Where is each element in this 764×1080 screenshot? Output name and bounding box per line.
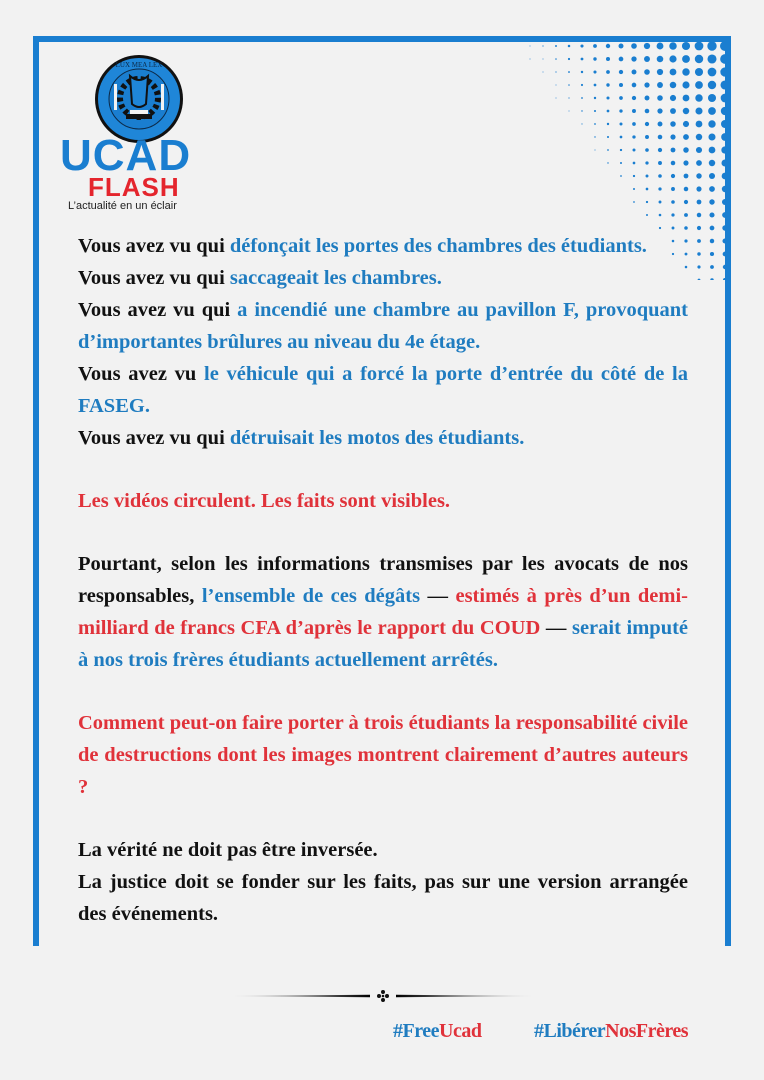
closing-line: La justice doit se fonder sur les faits, pas sur une version arrangée des événements. [78,871,688,925]
ornamental-divider [228,990,538,1002]
paragraph-question: Comment peut-on faire porter à trois étudiants la responsabilité civile de destructions dont les images montrent clairement d’autres auteurs ? [78,712,688,798]
paragraph-videos: Les vidéos circulent. Les faits sont visibles. [78,490,451,512]
witness-line: Vous avez vu qui défonçait les portes des chambres des étudiants. [78,235,647,257]
witness-line: Vous avez vu le véhicule qui a forcé la porte d’entrée du côté de la FASEG. [78,363,689,417]
brand-tagline: L’actualité en un éclair [68,200,177,212]
paragraph-damages: Pourtant, selon les informations transmises par les avocats de nos responsables, l’ensemble de ces dégâts — estimés à près d’un demi-milliard de francs CFA d’après le rapport du COUD — serait imputé à nos trois frères étudiants actuellement arrêtés. [78,553,689,671]
hashtag-liberer-nos-freres[interactable]: #LibérerNosFrères [534,1020,689,1042]
hashtag-free-ucad[interactable]: #FreeUcad [393,1020,482,1042]
frame-border-left [33,36,39,946]
paragraph-witness-list [78,230,688,454]
witness-line: Vous avez vu qui saccageait les chambres. [78,267,442,289]
closing-line: La vérité ne doit pas être inversée. [78,839,378,861]
brand-flash: FLASH [88,172,180,202]
witness-line: Vous avez vu qui détruisait les motos des étudiants. [78,427,525,449]
cross-ornament-icon [377,990,389,1002]
brand-ucad: UCAD [60,131,192,180]
witness-line: Vous avez vu qui a incendié une chambre au pavillon F, provoquant d’importantes brûlures au niveau du 4e étage. [78,299,688,353]
statement-body [78,230,688,930]
svg-text:LUX MEA LEX: LUX MEA LEX [115,61,163,69]
